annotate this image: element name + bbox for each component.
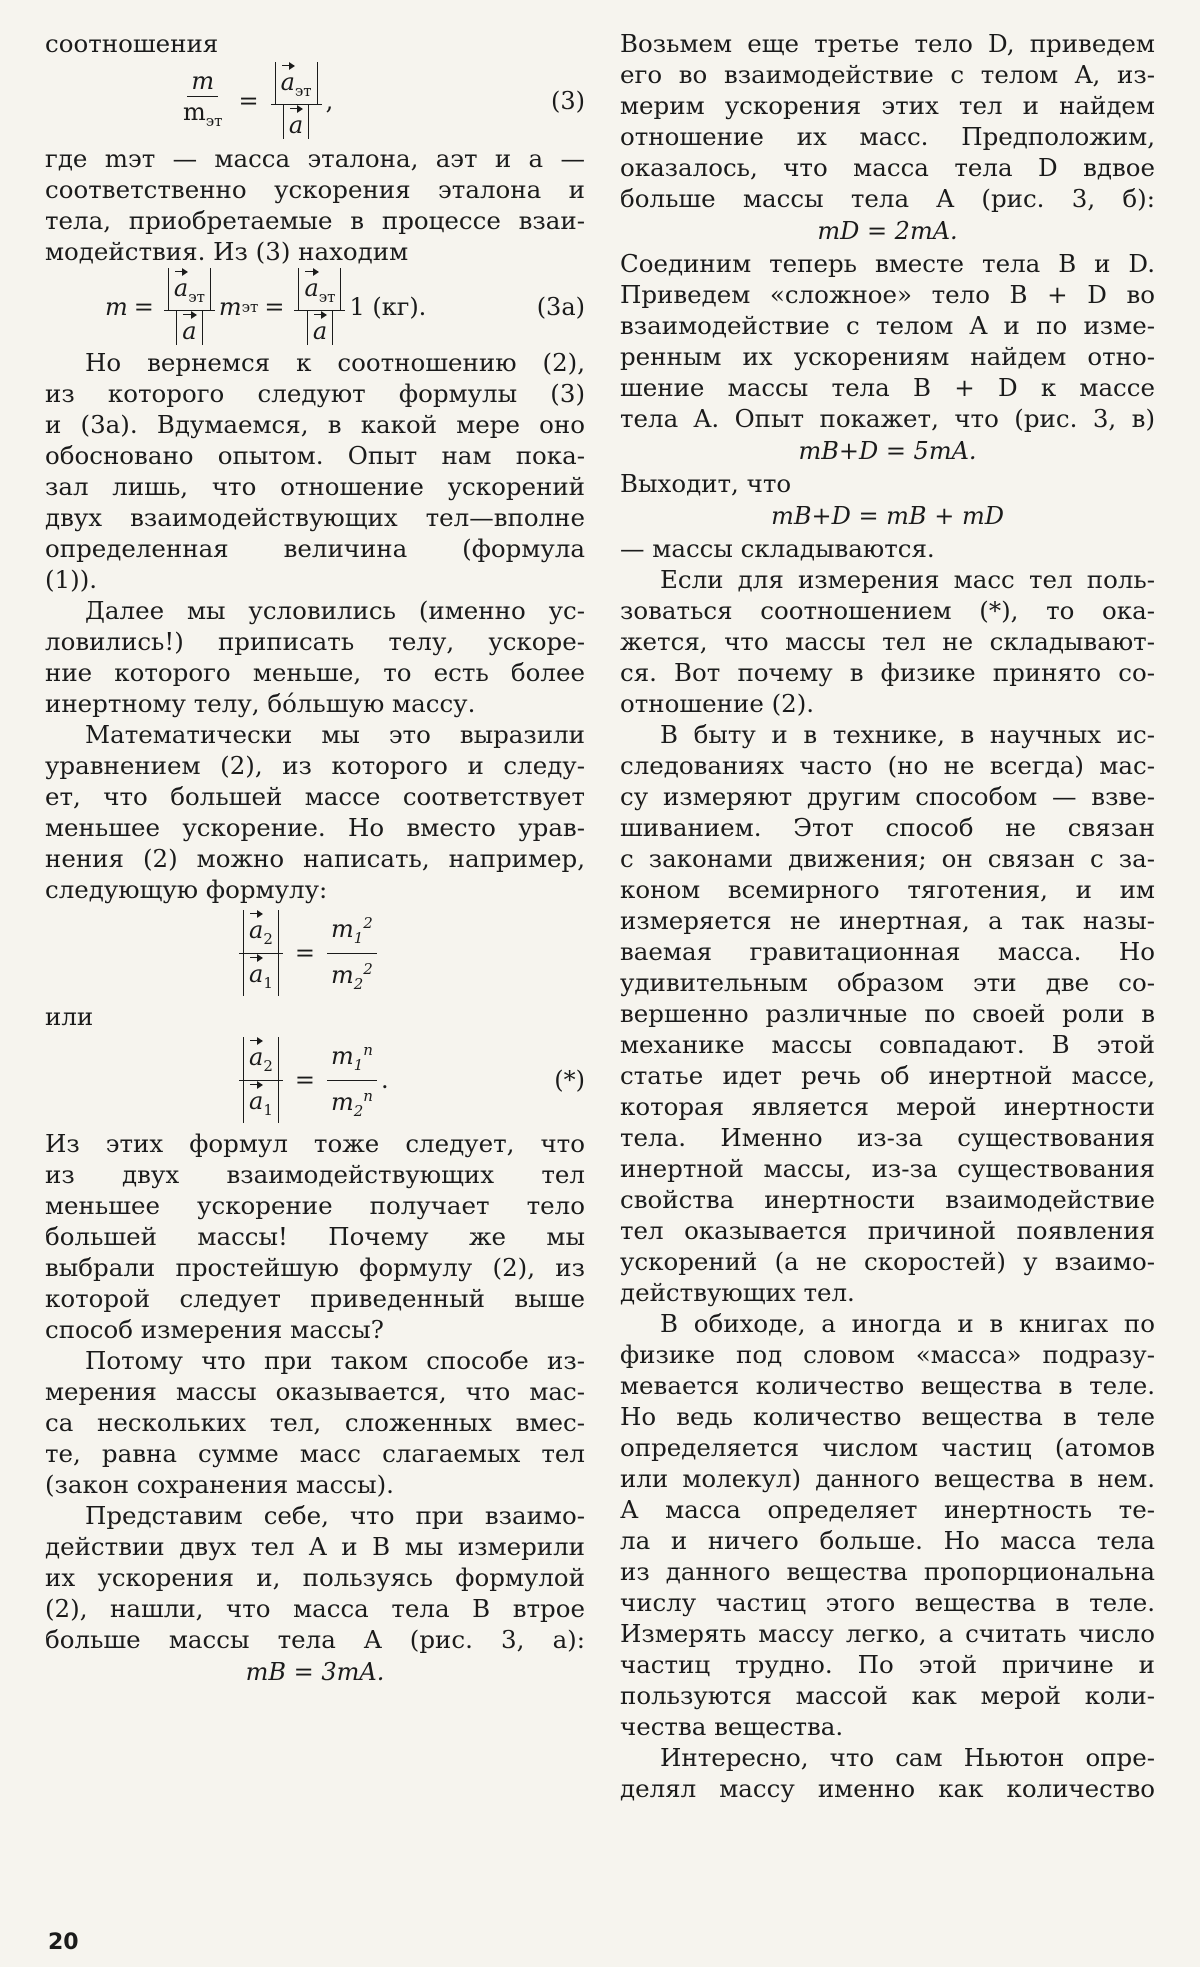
text-line: Соединим теперь вместе тела B и D.	[620, 249, 1155, 278]
where-block	[45, 143, 585, 267]
fraction-accel: $\frac{a_{эт}}{a}$	[164, 268, 215, 347]
text-line: соотношения	[45, 29, 219, 58]
text-line: отношение (2).	[620, 689, 815, 718]
text-line: из данного вещества пропорциональна	[620, 1557, 1155, 1586]
equation-star: $\frac{a_2}{a_1}$ = $\frac{m_1^n}{m_2^n}$ . (*)	[45, 1032, 585, 1128]
text-line: инертной массы, из-за существования	[620, 1154, 1155, 1183]
text-line: ла и ничего больше. Но масса тела	[620, 1526, 1155, 1555]
text-line: удивительным образом эти две со-	[620, 968, 1155, 997]
paragraph	[620, 1742, 1155, 1804]
equation-tag: (3а)	[536, 293, 585, 321]
paragraph	[620, 248, 1155, 434]
text-line: ет, что большей массе соответствует	[45, 782, 585, 811]
text-line: механике массы совпадают. В этой	[620, 1030, 1155, 1059]
text-line: из двух взаимодействующих тел	[45, 1160, 585, 1189]
text-line: ние которого меньше, то есть более	[45, 658, 585, 687]
text-line: мерения массы оказывается, что мас-	[45, 1377, 585, 1406]
text-line: инертному телу, бóльшую массу.	[45, 689, 476, 718]
left-column	[45, 28, 585, 1689]
text-line: вершенно различные по своей роли в	[620, 999, 1155, 1028]
text-line: (закон сохранения массы).	[45, 1470, 394, 1499]
text-line: выбрали простейшую формулу (2), из	[45, 1253, 585, 1282]
unit-label: 1 (кг).	[349, 293, 427, 321]
text-line: тела, приобретаемые в процессе взаи-	[45, 206, 585, 235]
text-line: большей массы! Почему же мы	[45, 1222, 585, 1251]
text-line: шиванием. Этот способ не связан	[620, 813, 1155, 842]
text-line: уравнением (2), из которого и следу-	[45, 751, 585, 780]
equation-3a: m = $\frac{a_{эт}}{a}$ m эт = $\frac{a_{эт}}{a}$ 1 (кг). (3а)	[45, 267, 585, 347]
text-line: Приведем «сложное» тело B + D во	[620, 280, 1155, 309]
right-column	[620, 28, 1155, 1804]
text-line: где mэт — масса эталона, aэт и a —	[45, 144, 585, 173]
text-line: их ускорения и, пользуясь формулой	[45, 1563, 585, 1592]
equation-md: mD = 2mA.	[817, 217, 958, 245]
text-line: тела A. Опыт покажет, что (рис. 3, в)	[620, 404, 1155, 433]
fraction-m-over-met: $\frac{m}{m_{эт}}$	[183, 67, 223, 130]
fraction-accel: $\frac{a_{эт}}{a}$	[294, 268, 345, 347]
text-line: которая является мерой инертности	[620, 1092, 1155, 1121]
text-line: двух взаимодействующих тел—вполне	[45, 503, 585, 532]
text-line: его во взаимодействие с телом A, из-	[620, 60, 1155, 89]
text-line: зоваться соотношением (*), то ока-	[620, 596, 1155, 625]
text-line: определенная величина (формула	[45, 534, 585, 563]
text-line: ренным их ускорениям найдем отно-	[620, 342, 1155, 371]
text-line: А масса определяет инертность те-	[620, 1495, 1155, 1524]
text-line: частиц трудно. По этой причине и	[620, 1650, 1155, 1679]
text-line: делял массу именно как количество	[620, 1774, 1155, 1803]
text-line: Выходит, что	[620, 469, 792, 498]
text-line: ваемая гравитационная масса. Но	[620, 937, 1155, 966]
text-line: и (3а). Вдумаемся, в какой мере оно	[45, 410, 585, 439]
text-line: чества вещества.	[620, 1712, 844, 1741]
text-line: коном всемирного тяготения, и им	[620, 875, 1155, 904]
text-line: или	[45, 1002, 94, 1031]
text-line: нения (2) можно написать, например,	[45, 844, 585, 873]
text-line: измеряется не инертная, а так назы-	[620, 906, 1155, 935]
paragraph	[620, 1308, 1155, 1742]
equation-sum: mB+D = mB + mD	[771, 502, 1004, 530]
text-line: Математически мы это выразили	[85, 720, 585, 749]
text-line: жется, что массы тел не складывают-	[620, 627, 1155, 656]
paragraph	[45, 595, 585, 719]
text-line: свойства инертности взаимодействие	[620, 1185, 1155, 1214]
text-line: тел оказывается причиной появления	[620, 1216, 1155, 1245]
equation-mb: mB = 3mA.	[245, 1658, 385, 1686]
text-line: Измерять массу легко, а считать число	[620, 1619, 1155, 1648]
text-line: обосновано опытом. Опыт нам пока-	[45, 441, 585, 470]
paragraph	[620, 719, 1155, 1308]
text-line: шение массы тела B + D к массе	[620, 373, 1155, 402]
equation-tag: (*)	[554, 1066, 585, 1094]
text-line: Представим себе, что при взаимо-	[85, 1501, 585, 1530]
text-line: или молекул) данного вещества в нем.	[620, 1464, 1155, 1493]
text-line: физике под словом «масса» подразу-	[620, 1340, 1155, 1369]
text-line: меньшее ускорение. Но вместо урав-	[45, 813, 585, 842]
fraction-accel-ratio: $\frac{a_2}{a_1}$	[239, 910, 283, 997]
text-line: статье идет речь об инертной массе,	[620, 1061, 1155, 1090]
text-line: модействия. Из (3) находим	[45, 237, 409, 266]
text-line: зал лишь, что отношение ускорений	[45, 472, 585, 501]
text-line: определяется числом частиц (атомов	[620, 1433, 1155, 1462]
paragraph	[620, 28, 1155, 214]
text-line: из которого следуют формулы (3)	[45, 379, 585, 408]
text-line: ускорений (а не скоростей) у взаимо-	[620, 1247, 1155, 1276]
paragraph	[45, 1500, 585, 1655]
text-line: Если для измерения масс тел поль-	[660, 565, 1155, 594]
text-line: ловились!) приписать телу, ускоре-	[45, 627, 585, 656]
text-line: В обиходе, а иногда и в книгах по	[660, 1309, 1155, 1338]
equation-mbd: mB+D = 5mA.	[798, 437, 977, 465]
fraction-mass-power-n: $\frac{m_1^n}{m_2^n}$	[327, 1035, 377, 1126]
text-line: тела. Именно из-за существования	[620, 1123, 1155, 1152]
text-line: оказалось, что масса тела D вдвое	[620, 153, 1155, 182]
text-line: следованиях часто (но не всегда) мас-	[620, 751, 1155, 780]
text-line: Из этих формул тоже следует, что	[45, 1129, 585, 1158]
text-line: са нескольких тел, сложенных вмес-	[45, 1408, 585, 1437]
text-line: меньшее ускорение получает тело	[45, 1191, 585, 1220]
text-line: взаимодействие с телом A и по изме-	[620, 311, 1155, 340]
text-line: больше массы тела A (рис. 3, а):	[45, 1625, 585, 1654]
text-line: мерим ускорения этих тел и найдем	[620, 91, 1155, 120]
text-line: Но вернемся к соотношению (2),	[85, 348, 585, 377]
equation-3: $\frac{m}{m_{эт}}$ = $\frac{a_{эт}}{a}$ , (3)	[45, 59, 585, 143]
text-line: Но ведь количество вещества в теле	[620, 1402, 1155, 1431]
text-line: Возьмем еще третье тело D, приведем	[620, 29, 1155, 58]
text-line: мевается количество вещества в теле.	[620, 1371, 1155, 1400]
text-line: пользуются массой как мерой коли-	[620, 1681, 1155, 1710]
text-line: следующую формулу:	[45, 875, 328, 904]
text-line: — массы складываются.	[620, 534, 935, 563]
text-line: (1)).	[45, 565, 98, 594]
text-line: ся. Вот почему в физике принято со-	[620, 658, 1155, 687]
paragraph	[45, 1345, 585, 1500]
text-line: су измеряют другим способом — взве-	[620, 782, 1155, 811]
fraction-accel-ratio: $\frac{a_2}{a_1}$	[239, 1037, 283, 1124]
text-line: (2), нашли, что масса тела B втрое	[45, 1594, 585, 1623]
text-line: действии двух тел A и B мы измерили	[45, 1532, 585, 1561]
text-line: те, равна сумме масс слагаемых тел	[45, 1439, 585, 1468]
equation-tag: (3)	[551, 87, 585, 115]
text-line: действующих тел.	[620, 1278, 855, 1307]
paragraph	[620, 564, 1155, 719]
text-line: Далее мы условились (именно ус-	[85, 596, 585, 625]
paragraph	[45, 347, 585, 595]
fraction-accel: $\frac{a_{эт}}{a}$	[271, 62, 322, 141]
text-line: с законами движения; он связан с за-	[620, 844, 1155, 873]
text-line: соответственно ускорения эталона и	[45, 175, 585, 204]
equation-power2: $\frac{a_2}{a_1}$ = $\frac{m_1^2}{m_2^2}$	[45, 905, 585, 1001]
text-line: больше массы тела A (рис. 3, б):	[620, 184, 1155, 213]
text-line: способ измерения массы?	[45, 1315, 384, 1344]
text-line: Потому что при таком способе из-	[85, 1346, 585, 1375]
text-line: В быту и в технике, в научных ис-	[660, 720, 1155, 749]
page-number: 20	[48, 1930, 79, 1955]
text-line: отношение их масс. Предположим,	[620, 122, 1155, 151]
paragraph	[45, 719, 585, 905]
paragraph	[45, 1128, 585, 1345]
text-line: которой следует приведенный выше	[45, 1284, 585, 1313]
text-line: числу частиц этого вещества в теле.	[620, 1588, 1155, 1617]
fraction-mass-squared: $\frac{m_1^2}{m_2^2}$	[327, 908, 377, 999]
text-line: Интересно, что сам Ньютон опре-	[660, 1743, 1155, 1772]
